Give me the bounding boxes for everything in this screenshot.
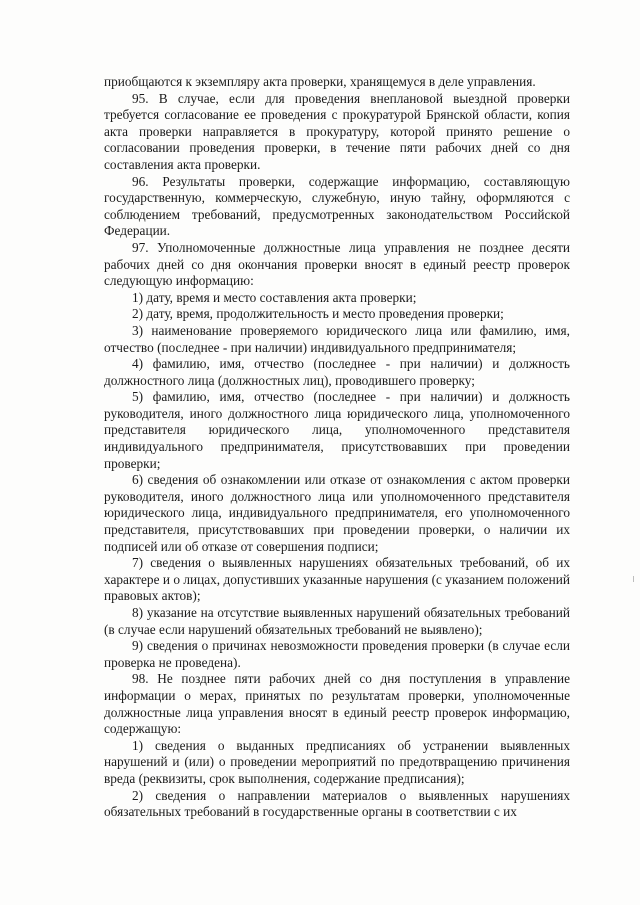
document-body (104, 74, 570, 821)
paragraph-97-item-3: 3) наименование проверяемого юридического лица или фамилию, имя, отчество (последнее - при наличии) индивидуального предпринимателя; (104, 322, 570, 355)
paragraph-97-item-9: 9) сведения о причинах невозможности проведения проверки (в случае если проверка не проведена). (104, 638, 570, 670)
paragraph-98-item-2: 2) сведения о направлении материалов о выявленных нарушениях обязательных требований в государственные органы в соответствии с их (104, 787, 570, 820)
paragraph-95: 95. В случае, если для проведения внеплановой выездной проверки требуется согласование ее проведения с прокуратурой Брянской области, копия акта проверки направляется в прокуратуру, которой принято решение о согласовании проведения проверки, в течение пяти рабочих дней со дня составления акта проверки. (104, 90, 570, 172)
paragraph-continuation: приобщаются к экземпляру акта проверки, хранящемуся в деле управления. (104, 74, 536, 89)
paragraph-98-item-1: 1) сведения о выданных предписаниях об устранении выявленных нарушений и (или) о проведении мероприятий по предотвращению причинения вреда (реквизиты, срок выполнения, содержание предписания); (104, 737, 570, 786)
paragraph-96: 96. Результаты проверки, содержащие информацию, составляющую государственную, коммерческую, служебную, иную тайну, оформляются с соблюдением требований, предусмотренных законодательством Российской Федерации. (104, 173, 570, 239)
paragraph-97-item-1: 1) дату, время и место составления акта проверки; (132, 289, 417, 305)
paragraph-97-item-8: 8) указание на отсутствие выявленных нарушений обязательных требований (в случае если нарушений обязательных требований не выявлено); (104, 605, 570, 637)
paragraph-97-item-5: 5) фамилию, имя, отчество (последнее - при наличии) и должность руководителя, иного должностного лица юридического лица, уполномоченного представителя юридического лица, уполномоченного представителя индивидуального предпринимателя, присутствовавших при проведении проверки; (104, 389, 570, 471)
paragraph-97-item-2: 2) дату, время, продолжительность и место проведения проверки; (132, 306, 504, 322)
paragraph-97-item-6: 6) сведения об ознакомлении или отказе от ознакомления с актом проверки руководителя, иного должностного лица или уполномоченного представителя юридического лица, индивидуального предпринимателя, его уполномоченного представителя, присутствовавших при проведении проверки, о наличии их подписей или об отказе от совершения подписи; (104, 472, 570, 554)
paragraph-97-item-4: 4) фамилию, имя, отчество (последнее - при наличии) и должность должностного лица (должностных лиц), проводившего проверку; (104, 356, 570, 388)
paragraph-98: 98. Не позднее пяти рабочих дней со дня поступления в управление информации о мерах, принятых по результатам проверки, уполномоченные должностные лица управления вносят в единый реестр проверок информацию, содержащую: (104, 671, 570, 737)
paragraph-97-item-7: 7) сведения о выявленных нарушениях обязательных требований, об их характере и о лицах, допустивших указанные нарушения (с указанием положений правовых актов); (104, 555, 570, 604)
scan-artifact (633, 576, 634, 582)
paragraph-97: 97. Уполномоченные должностные лица управления не позднее десяти рабочих дней со дня окончания проверки вносят в единый реестр проверок следующую информацию: (104, 239, 570, 289)
